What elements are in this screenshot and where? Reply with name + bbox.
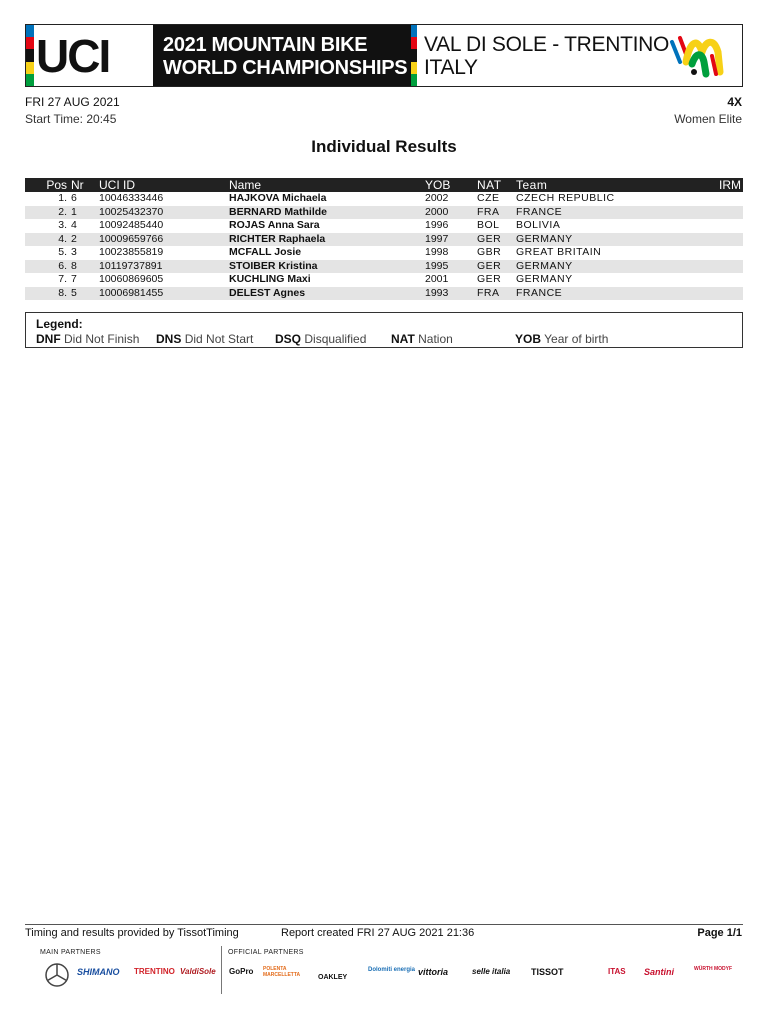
cell-uci-id: 10025432370 bbox=[97, 206, 227, 220]
selleitalia-logo: selle italia bbox=[472, 967, 511, 976]
legend-item: DSQ Disqualified bbox=[275, 332, 367, 346]
vittoria-logo: vittoria bbox=[418, 967, 449, 977]
table-row bbox=[25, 246, 743, 260]
cell-nat: BOL bbox=[477, 219, 500, 231]
cell-irm bbox=[703, 273, 743, 287]
cell-uci-id: 10119737891 bbox=[97, 260, 227, 274]
header-name: Name bbox=[227, 178, 423, 192]
venue-line1: VAL DI SOLE - TRENTINO bbox=[424, 33, 670, 56]
cell-nr: 5 bbox=[69, 287, 97, 301]
cell-pos: 4. bbox=[25, 233, 69, 247]
cell-irm bbox=[703, 206, 743, 220]
start-time: Start Time: 20:45 bbox=[25, 112, 117, 126]
cell-team: FRANCE bbox=[514, 206, 703, 220]
cell-nr: 3 bbox=[71, 246, 77, 258]
cell-team: BOLIVIA bbox=[516, 219, 561, 231]
race-date: FRI 27 AUG 2021 bbox=[25, 95, 120, 109]
cell-yob: 1995 bbox=[423, 260, 475, 274]
dolomiti-logo: Dolomiti energia bbox=[368, 967, 416, 973]
cell-nr: 4 bbox=[71, 219, 77, 231]
banner-rainbow-stripes bbox=[411, 25, 417, 86]
results-body bbox=[25, 192, 743, 300]
cell-name: MCFALL Josie bbox=[229, 246, 302, 258]
gopro-logo: GoPro bbox=[229, 967, 254, 976]
cell-irm bbox=[703, 192, 743, 206]
footer-divider bbox=[25, 924, 743, 925]
legend-item: DNS Did Not Start bbox=[156, 332, 254, 346]
cell-pos: 6. bbox=[25, 260, 69, 274]
results-table bbox=[25, 178, 743, 300]
cell-yob: 1996 bbox=[425, 219, 449, 231]
cell-name: DELEST Agnes bbox=[227, 287, 423, 301]
cell-nat: CZE bbox=[477, 192, 500, 204]
cell-irm bbox=[703, 287, 743, 301]
header-uci-id: UCI ID bbox=[97, 178, 227, 192]
cell-uci-id: 10023855819 bbox=[99, 246, 164, 258]
cell-pos: 1. bbox=[58, 192, 67, 204]
legend-item: NAT Nation bbox=[391, 332, 453, 346]
cell-uci-id: 10046333446 bbox=[99, 192, 164, 204]
cell-uci-id: 10060869605 bbox=[99, 273, 164, 285]
category: Women Elite bbox=[674, 112, 742, 126]
table-row bbox=[25, 287, 743, 301]
cell-team: GERMANY bbox=[514, 233, 703, 247]
shimano-logo: SHIMANO bbox=[77, 967, 120, 977]
cell-yob: 1993 bbox=[423, 287, 475, 301]
cell-name: ROJAS Anna Sara bbox=[229, 219, 320, 231]
cell-pos: 3. bbox=[58, 219, 67, 231]
polenta-logo: POLENTA MARCELLETTA bbox=[263, 966, 301, 978]
header-nr: Nr bbox=[69, 178, 97, 192]
valdisole-logo: ValdiSole bbox=[180, 967, 216, 976]
cell-nat: GER bbox=[477, 273, 502, 285]
cell-irm bbox=[703, 219, 743, 233]
cell-pos: 8. bbox=[25, 287, 69, 301]
cell-name: KUCHLING Maxi bbox=[229, 273, 311, 285]
table-row bbox=[25, 206, 743, 220]
header-nat: NAT bbox=[475, 178, 514, 192]
page-number: Page 1/1 bbox=[697, 927, 742, 939]
cell-team: GERMANY bbox=[514, 260, 703, 274]
cell-name: RICHTER Raphaela bbox=[227, 233, 423, 247]
table-row bbox=[25, 233, 743, 247]
event-title-line2: WORLD CHAMPIONSHIPS bbox=[163, 57, 408, 79]
cell-irm bbox=[703, 260, 743, 274]
cell-name: HAJKOVA Michaela bbox=[229, 192, 327, 204]
header-pos: Pos bbox=[25, 178, 69, 192]
timing-credit: Timing and results provided by TissotTiming bbox=[25, 927, 239, 939]
page-title: Individual Results bbox=[311, 137, 457, 156]
uci-rainbow-stripes bbox=[26, 25, 34, 86]
cell-team: FRANCE bbox=[514, 287, 703, 301]
legend-box bbox=[25, 312, 743, 348]
header-yob: YOB bbox=[423, 178, 475, 192]
cell-uci-id: 10009659766 bbox=[97, 233, 227, 247]
table-row bbox=[25, 192, 743, 206]
cell-nat: GER bbox=[475, 260, 514, 274]
tissot-logo: TISSOT bbox=[531, 967, 564, 977]
report-created: Report created FRI 27 AUG 2021 21:36 bbox=[281, 927, 475, 939]
cell-nat: GER bbox=[475, 233, 514, 247]
venue-line2: ITALY bbox=[424, 56, 478, 79]
cell-team: GERMANY bbox=[516, 273, 573, 285]
header-team: Team bbox=[514, 178, 703, 192]
itas-logo: ITAS bbox=[608, 967, 626, 976]
table-row bbox=[25, 273, 743, 287]
cell-team: CZECH REPUBLIC bbox=[516, 192, 615, 204]
cell-nat: FRA bbox=[475, 287, 514, 301]
table-row bbox=[25, 219, 743, 233]
header-irm: IRM bbox=[703, 178, 743, 192]
uci-logo: UCI bbox=[36, 30, 110, 82]
cell-nr: 7 bbox=[71, 273, 77, 285]
discipline: 4X bbox=[727, 95, 742, 109]
cell-team: GREAT BRITAIN bbox=[516, 246, 602, 258]
event-title-line1: 2021 MOUNTAIN BIKE bbox=[163, 34, 368, 56]
event-title-block bbox=[153, 25, 411, 86]
trentino-logo: TRENTINO bbox=[134, 967, 175, 976]
cell-pos: 5. bbox=[58, 246, 67, 258]
cell-pos: 2. bbox=[25, 206, 69, 220]
cell-nat: FRA bbox=[475, 206, 514, 220]
oakley-logo: OAKLEY bbox=[318, 974, 348, 981]
official-partners-label: OFFICIAL PARTNERS bbox=[228, 949, 304, 956]
cell-name: BERNARD Mathilde bbox=[227, 206, 423, 220]
legend-item: DNF Did Not Finish bbox=[36, 332, 140, 346]
cell-yob: 2001 bbox=[425, 273, 449, 285]
cell-nat: GBR bbox=[477, 246, 502, 258]
cell-nr: 2 bbox=[69, 233, 97, 247]
val-di-sole-logo-icon bbox=[668, 32, 732, 80]
cell-yob: 2000 bbox=[423, 206, 475, 220]
table-header-row bbox=[25, 178, 743, 192]
cell-yob: 2002 bbox=[425, 192, 449, 204]
cell-uci-id: 10006981455 bbox=[97, 287, 227, 301]
mercedes-logo-icon bbox=[42, 962, 72, 988]
wurth-logo: WÜRTH MODYF bbox=[694, 966, 733, 972]
cell-yob: 1998 bbox=[425, 246, 449, 258]
cell-nr: 8 bbox=[69, 260, 97, 274]
cell-yob: 1997 bbox=[423, 233, 475, 247]
cell-nr: 1 bbox=[69, 206, 97, 220]
legend-title: Legend: bbox=[36, 317, 83, 331]
cell-name: STOIBER Kristina bbox=[227, 260, 423, 274]
cell-irm bbox=[703, 246, 743, 260]
event-banner bbox=[25, 24, 743, 87]
main-partners-label: MAIN PARTNERS bbox=[40, 949, 101, 956]
santini-logo: Santini bbox=[644, 967, 675, 977]
cell-nr: 6 bbox=[71, 192, 77, 204]
cell-uci-id: 10092485440 bbox=[99, 219, 164, 231]
legend-item: YOB Year of birth bbox=[515, 332, 609, 346]
cell-pos: 7. bbox=[58, 273, 67, 285]
table-row bbox=[25, 260, 743, 274]
partners-divider bbox=[221, 946, 222, 994]
cell-irm bbox=[703, 233, 743, 247]
